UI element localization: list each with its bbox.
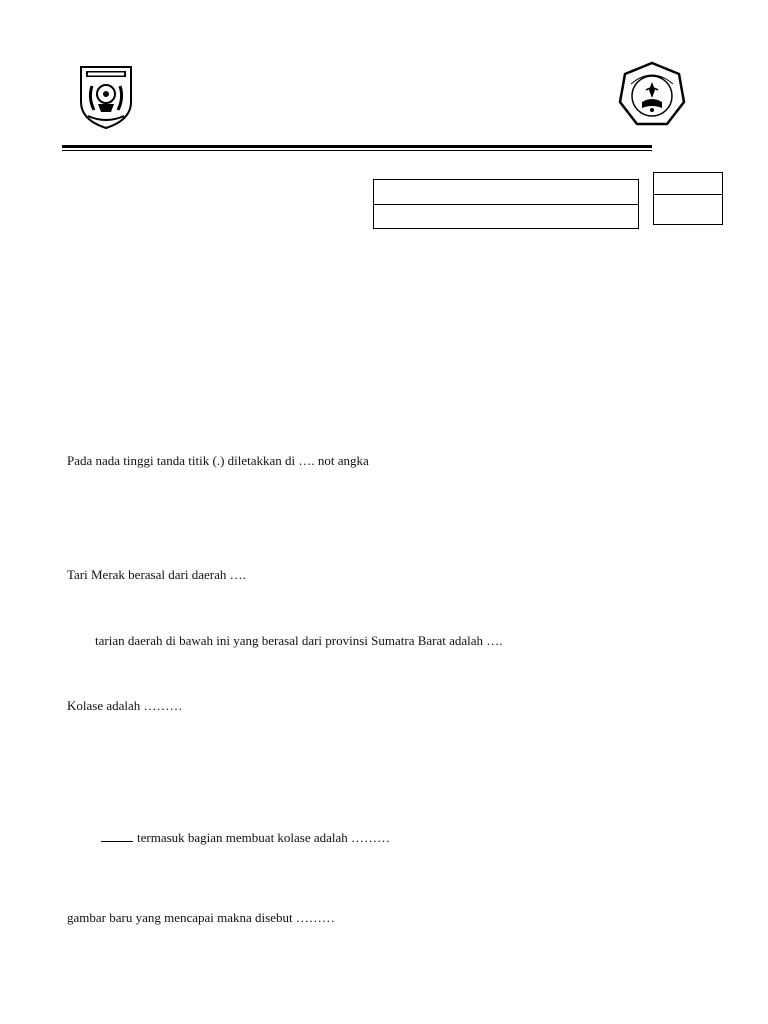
question-5-text: termasuk bagian membuat kolase adalah ……… (137, 830, 391, 845)
score-box[interactable] (653, 172, 723, 225)
question-3: tarian daerah di bawah ini yang berasal dari provinsi Sumatra Barat adalah …. (95, 633, 503, 648)
student-info-box[interactable] (373, 179, 639, 229)
tut-wuri-handayani-emblem-icon (617, 60, 687, 130)
header-rule (62, 145, 652, 148)
question-6: gambar baru yang mencapai makna disebut ……… (67, 910, 335, 925)
question-5 (101, 829, 390, 846)
score-box-divider (654, 194, 722, 195)
regency-crest-icon (78, 64, 134, 130)
question-2: Tari Merak berasal dari daerah …. (67, 567, 246, 582)
question-4: Kolase adalah ……… (67, 698, 183, 713)
question-1: Pada nada tinggi tanda titik (.) diletakkan di …. not angka (67, 453, 369, 468)
header-rule-thin (62, 150, 652, 151)
answer-blank[interactable] (101, 829, 133, 842)
info-box-divider (374, 204, 638, 205)
